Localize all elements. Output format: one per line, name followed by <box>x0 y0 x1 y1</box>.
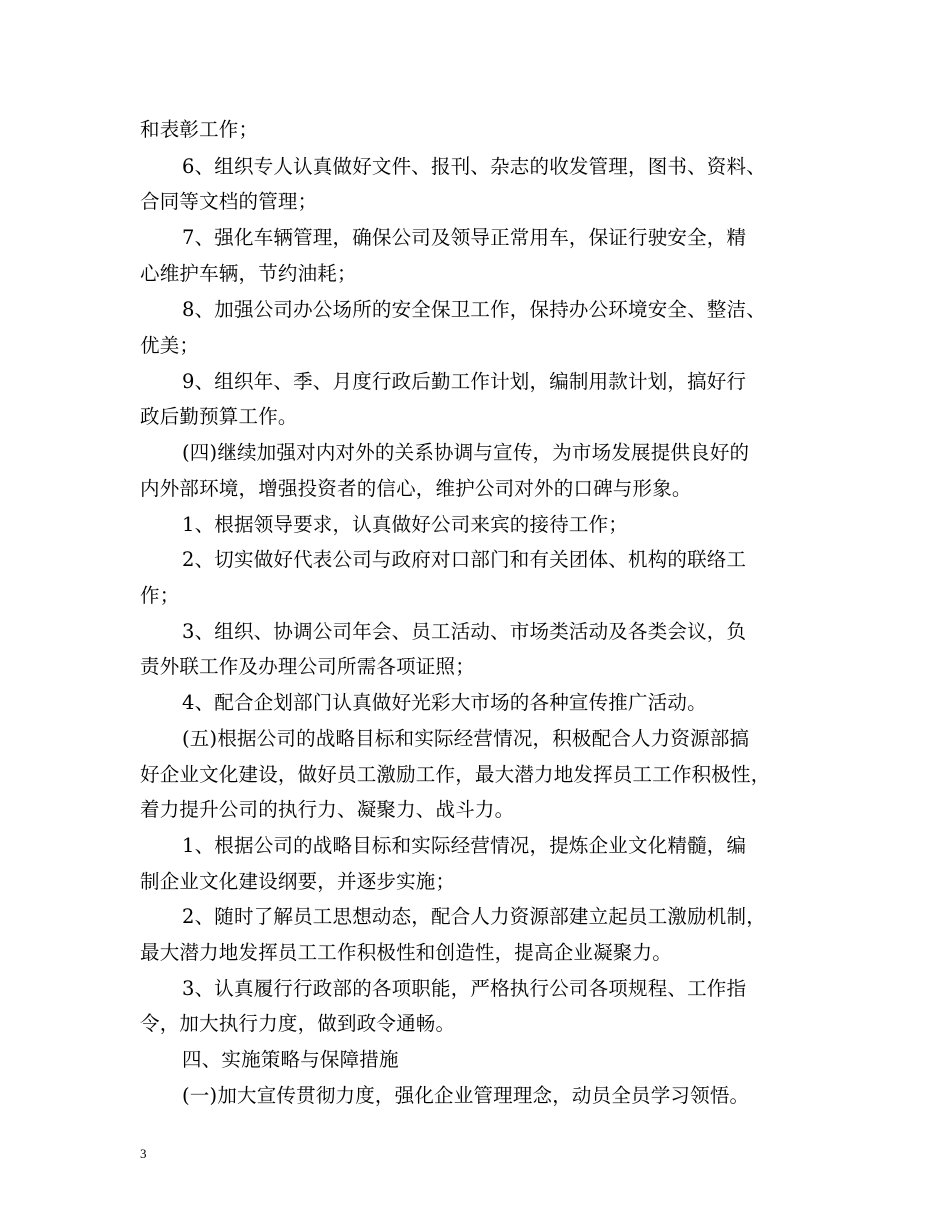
text-line: 令，加大执行力度，做到政令通畅。 <box>140 1012 456 1035</box>
text-line: 作； <box>140 584 180 607</box>
text-line: 1、根据领导要求，认真做好公司来宾的接待工作； <box>182 513 629 536</box>
text-line: (四)继续加强对内对外的关系协调与宣传，为市场发展提供良好的 <box>182 441 750 464</box>
text-line: 3、认真履行行政部的各项职能，严格执行公司各项规程、工作指 <box>182 977 747 1000</box>
text-line: 6、组织专人认真做好文件、报刊、杂志的收发管理，图书、资料、 <box>182 155 766 178</box>
text-line: 3、组织、协调公司年会、员工活动、市场类活动及各类会议，负 <box>182 620 747 643</box>
text-line: 2、随时了解员工思想动态，配合人力资源部建立起员工激励机制， <box>182 905 766 928</box>
text-line: 制企业文化建设纲要，并逐步实施； <box>140 870 456 893</box>
text-line: 心维护车辆，节约油耗； <box>140 262 357 285</box>
text-line: 优美； <box>140 334 200 357</box>
text-line: 8、加强公司办公场所的安全保卫工作，保持办公环境安全、整洁、 <box>182 298 766 321</box>
text-line: 7、强化车辆管理，确保公司及领导正常用车，保证行驶安全，精 <box>182 226 747 249</box>
text-line: 2、切实做好代表公司与政府对口部门和有关团体、机构的联络工 <box>182 548 747 571</box>
text-line: 政后勤预算工作。 <box>140 405 298 428</box>
page-number: 3 <box>140 1146 147 1161</box>
text-line: 责外联工作及办理公司所需各项证照； <box>140 655 475 678</box>
text-line: 内外部环境，增强投资者的信心，维护公司对外的口碑与形象。 <box>140 477 692 500</box>
text-line: 最大潜力地发挥员工工作积极性和创造性，提高企业凝聚力。 <box>140 941 672 964</box>
text-line: 好企业文化建设，做好员工激励工作，最大潜力地发挥员工工作积极性， <box>140 763 771 786</box>
text-line: (五)根据公司的战略目标和实际经营情况，积极配合人力资源部搞 <box>182 727 750 750</box>
text-line: 1、根据公司的战略目标和实际经营情况，提炼企业文化精髓，编 <box>182 834 747 857</box>
text-line: 和表彰工作； <box>140 118 259 141</box>
text-line: 4、配合企划部门认真做好光彩大市场的各种宣传推广活动。 <box>182 691 707 714</box>
text-line: 着力提升公司的执行力、凝聚力、战斗力。 <box>140 798 515 821</box>
section-heading: 四、实施策略与保障措施 <box>182 1048 399 1071</box>
text-line: (一)加大宣传贯彻力度，强化企业管理理念，动员全员学习领悟。 <box>182 1084 750 1107</box>
text-line: 合同等文档的管理； <box>140 190 318 213</box>
text-line: 9、组织年、季、月度行政后勤工作计划，编制用款计划，搞好行 <box>182 370 747 393</box>
